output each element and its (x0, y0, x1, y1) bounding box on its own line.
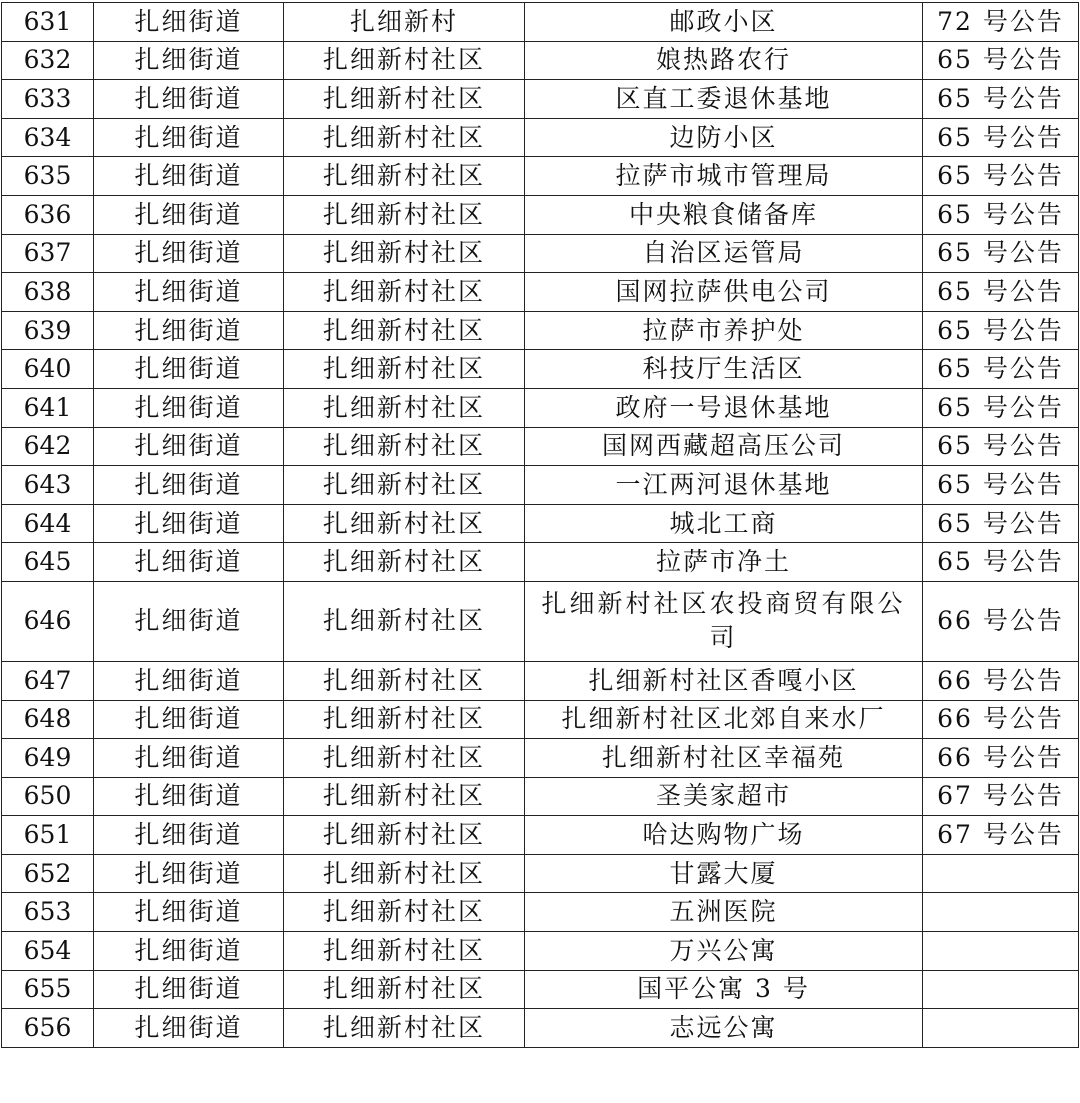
row-number-cell: 631 (2, 3, 94, 42)
row-number-cell: 643 (2, 466, 94, 505)
place-cell: 扎细新村社区香嘎小区 (525, 661, 923, 700)
community-cell: 扎细新村社区 (284, 893, 525, 932)
street-cell: 扎细街道 (94, 932, 284, 971)
street-cell: 扎细街道 (94, 739, 284, 778)
row-number-cell: 656 (2, 1009, 94, 1048)
notice-cell: 65 号公告 (923, 466, 1079, 505)
row-number-cell: 646 (2, 581, 94, 661)
table-row (2, 80, 1079, 119)
community-cell: 扎细新村社区 (284, 195, 525, 234)
community-cell: 扎细新村社区 (284, 80, 525, 119)
place-cell: 拉萨市净土 (525, 543, 923, 582)
row-number-cell: 633 (2, 80, 94, 119)
table-row (2, 41, 1079, 80)
community-cell: 扎细新村社区 (284, 543, 525, 582)
notice-cell: 65 号公告 (923, 157, 1079, 196)
community-cell: 扎细新村社区 (284, 739, 525, 778)
street-cell: 扎细街道 (94, 157, 284, 196)
table-row (2, 700, 1079, 739)
street-cell: 扎细街道 (94, 504, 284, 543)
notice-cell (923, 1009, 1079, 1048)
table-row (2, 234, 1079, 273)
table-row (2, 504, 1079, 543)
place-cell: 甘露大厦 (525, 854, 923, 893)
table-row (2, 970, 1079, 1009)
row-number-cell: 637 (2, 234, 94, 273)
notice-cell (923, 893, 1079, 932)
notice-cell: 65 号公告 (923, 311, 1079, 350)
street-cell: 扎细街道 (94, 311, 284, 350)
street-cell: 扎细街道 (94, 661, 284, 700)
row-number-cell: 645 (2, 543, 94, 582)
street-cell: 扎细街道 (94, 195, 284, 234)
place-cell: 自治区运管局 (525, 234, 923, 273)
place-cell: 圣美家超市 (525, 777, 923, 816)
row-number-cell: 654 (2, 932, 94, 971)
street-cell: 扎细街道 (94, 273, 284, 312)
notice-cell (923, 970, 1079, 1009)
table-row (2, 816, 1079, 855)
notice-cell: 72 号公告 (923, 3, 1079, 42)
table-row (2, 893, 1079, 932)
community-cell: 扎细新村社区 (284, 427, 525, 466)
street-cell: 扎细街道 (94, 80, 284, 119)
table-row (2, 661, 1079, 700)
community-cell: 扎细新村社区 (284, 970, 525, 1009)
row-number-cell: 632 (2, 41, 94, 80)
row-number-cell: 647 (2, 661, 94, 700)
place-cell: 志远公寓 (525, 1009, 923, 1048)
place-cell: 中央粮食储备库 (525, 195, 923, 234)
place-cell: 邮政小区 (525, 3, 923, 42)
community-cell: 扎细新村社区 (284, 700, 525, 739)
community-cell: 扎细新村社区 (284, 777, 525, 816)
row-number-cell: 634 (2, 118, 94, 157)
community-cell: 扎细新村社区 (284, 1009, 525, 1048)
table-row (2, 118, 1079, 157)
place-cell: 扎细新村社区幸福苑 (525, 739, 923, 778)
street-cell: 扎细街道 (94, 970, 284, 1009)
place-cell: 万兴公寓 (525, 932, 923, 971)
street-cell: 扎细街道 (94, 581, 284, 661)
street-cell: 扎细街道 (94, 777, 284, 816)
street-cell: 扎细街道 (94, 388, 284, 427)
table-row (2, 195, 1079, 234)
table-row (2, 311, 1079, 350)
place-cell: 哈达购物广场 (525, 816, 923, 855)
table-row (2, 350, 1079, 389)
table-row (2, 1009, 1079, 1048)
row-number-cell: 636 (2, 195, 94, 234)
place-cell: 扎细新村社区农投商贸有限公司 (525, 581, 923, 661)
community-cell: 扎细新村社区 (284, 350, 525, 389)
row-number-cell: 640 (2, 350, 94, 389)
table-row (2, 777, 1079, 816)
table-body (2, 3, 1079, 1048)
street-cell: 扎细街道 (94, 41, 284, 80)
table-row (2, 739, 1079, 778)
community-cell: 扎细新村社区 (284, 273, 525, 312)
street-cell: 扎细街道 (94, 543, 284, 582)
table-row (2, 3, 1079, 42)
notice-cell: 65 号公告 (923, 80, 1079, 119)
row-number-cell: 635 (2, 157, 94, 196)
row-number-cell: 650 (2, 777, 94, 816)
place-cell: 国平公寓 3 号 (525, 970, 923, 1009)
place-cell: 政府一号退休基地 (525, 388, 923, 427)
notice-cell: 65 号公告 (923, 41, 1079, 80)
notice-cell: 66 号公告 (923, 661, 1079, 700)
community-cell: 扎细新村社区 (284, 816, 525, 855)
notice-cell: 65 号公告 (923, 543, 1079, 582)
notice-cell: 65 号公告 (923, 388, 1079, 427)
place-cell: 科技厅生活区 (525, 350, 923, 389)
street-cell: 扎细街道 (94, 427, 284, 466)
notice-cell: 65 号公告 (923, 273, 1079, 312)
place-cell: 扎细新村社区北郊自来水厂 (525, 700, 923, 739)
street-cell: 扎细街道 (94, 118, 284, 157)
notice-cell: 65 号公告 (923, 195, 1079, 234)
place-cell: 拉萨市养护处 (525, 311, 923, 350)
community-cell: 扎细新村社区 (284, 388, 525, 427)
street-cell: 扎细街道 (94, 816, 284, 855)
row-number-cell: 649 (2, 739, 94, 778)
table-row (2, 273, 1079, 312)
place-cell: 国网拉萨供电公司 (525, 273, 923, 312)
community-places-table (1, 2, 1079, 1048)
notice-cell: 66 号公告 (923, 700, 1079, 739)
table-row (2, 427, 1079, 466)
table-row (2, 388, 1079, 427)
community-cell: 扎细新村社区 (284, 932, 525, 971)
notice-cell (923, 854, 1079, 893)
row-number-cell: 641 (2, 388, 94, 427)
community-cell: 扎细新村社区 (284, 41, 525, 80)
community-cell: 扎细新村社区 (284, 661, 525, 700)
community-cell: 扎细新村社区 (284, 466, 525, 505)
row-number-cell: 638 (2, 273, 94, 312)
street-cell: 扎细街道 (94, 234, 284, 273)
community-cell: 扎细新村社区 (284, 854, 525, 893)
table-row (2, 854, 1079, 893)
place-cell: 边防小区 (525, 118, 923, 157)
notice-cell: 66 号公告 (923, 581, 1079, 661)
community-cell: 扎细新村社区 (284, 311, 525, 350)
place-cell: 国网西藏超高压公司 (525, 427, 923, 466)
place-cell: 一江两河退休基地 (525, 466, 923, 505)
street-cell: 扎细街道 (94, 1009, 284, 1048)
table-row (2, 157, 1079, 196)
place-cell: 城北工商 (525, 504, 923, 543)
place-cell: 五洲医院 (525, 893, 923, 932)
notice-cell: 66 号公告 (923, 739, 1079, 778)
community-cell: 扎细新村社区 (284, 504, 525, 543)
street-cell: 扎细街道 (94, 893, 284, 932)
community-cell: 扎细新村 (284, 3, 525, 42)
table-row (2, 466, 1079, 505)
table-row (2, 581, 1079, 661)
notice-cell: 67 号公告 (923, 816, 1079, 855)
row-number-cell: 639 (2, 311, 94, 350)
notice-cell: 65 号公告 (923, 350, 1079, 389)
row-number-cell: 644 (2, 504, 94, 543)
street-cell: 扎细街道 (94, 700, 284, 739)
street-cell: 扎细街道 (94, 854, 284, 893)
row-number-cell: 655 (2, 970, 94, 1009)
table-row (2, 932, 1079, 971)
row-number-cell: 652 (2, 854, 94, 893)
place-cell: 娘热路农行 (525, 41, 923, 80)
notice-cell: 67 号公告 (923, 777, 1079, 816)
community-cell: 扎细新村社区 (284, 118, 525, 157)
place-cell: 拉萨市城市管理局 (525, 157, 923, 196)
row-number-cell: 648 (2, 700, 94, 739)
street-cell: 扎细街道 (94, 350, 284, 389)
community-cell: 扎细新村社区 (284, 581, 525, 661)
notice-cell: 65 号公告 (923, 118, 1079, 157)
row-number-cell: 653 (2, 893, 94, 932)
place-cell: 区直工委退休基地 (525, 80, 923, 119)
community-cell: 扎细新村社区 (284, 157, 525, 196)
notice-cell: 65 号公告 (923, 234, 1079, 273)
table-row (2, 543, 1079, 582)
community-cell: 扎细新村社区 (284, 234, 525, 273)
notice-cell: 65 号公告 (923, 504, 1079, 543)
notice-cell (923, 932, 1079, 971)
row-number-cell: 642 (2, 427, 94, 466)
street-cell: 扎细街道 (94, 3, 284, 42)
row-number-cell: 651 (2, 816, 94, 855)
notice-cell: 65 号公告 (923, 427, 1079, 466)
street-cell: 扎细街道 (94, 466, 284, 505)
